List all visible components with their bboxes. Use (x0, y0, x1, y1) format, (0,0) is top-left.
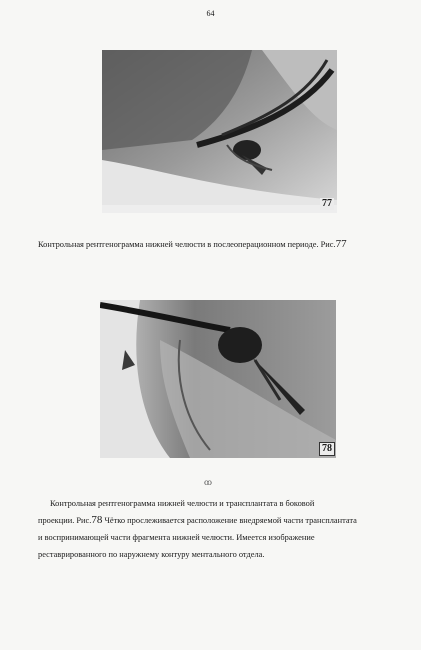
caption-line-4: реставрированного по наружнему контуру ментального отдела. (38, 550, 265, 559)
caption-line-2-suffix: Чётко прослеживается расположение внедряемой части трансплантата (102, 516, 357, 525)
caption-figure-78 (38, 495, 408, 563)
caption-line-2 (38, 512, 408, 529)
figure-number-label: 78 (319, 442, 335, 456)
caption-line-2-prefix: проекции. Рис. (38, 516, 92, 525)
figure-reference: 78 (91, 514, 103, 526)
caption-text: Контрольная рентгенограмма нижней челюсти в послеоперационном периоде. Рис. (38, 240, 336, 249)
xray-image-78 (100, 300, 336, 458)
page-number: 64 (206, 9, 215, 18)
ornament-glyph: ꝏ (204, 478, 212, 487)
caption-figure-77 (38, 236, 418, 253)
figure-reference: 77 (335, 238, 347, 250)
xray-image-77 (102, 50, 337, 213)
caption-line-3: и воспринимающей части фрагмента нижней челюсти. Имеется изображение (38, 533, 315, 542)
caption-line-1: Контрольная рентгенограмма нижней челюсти и трансплантата в боковой (50, 499, 315, 508)
figure-number-label: 77 (322, 198, 332, 209)
